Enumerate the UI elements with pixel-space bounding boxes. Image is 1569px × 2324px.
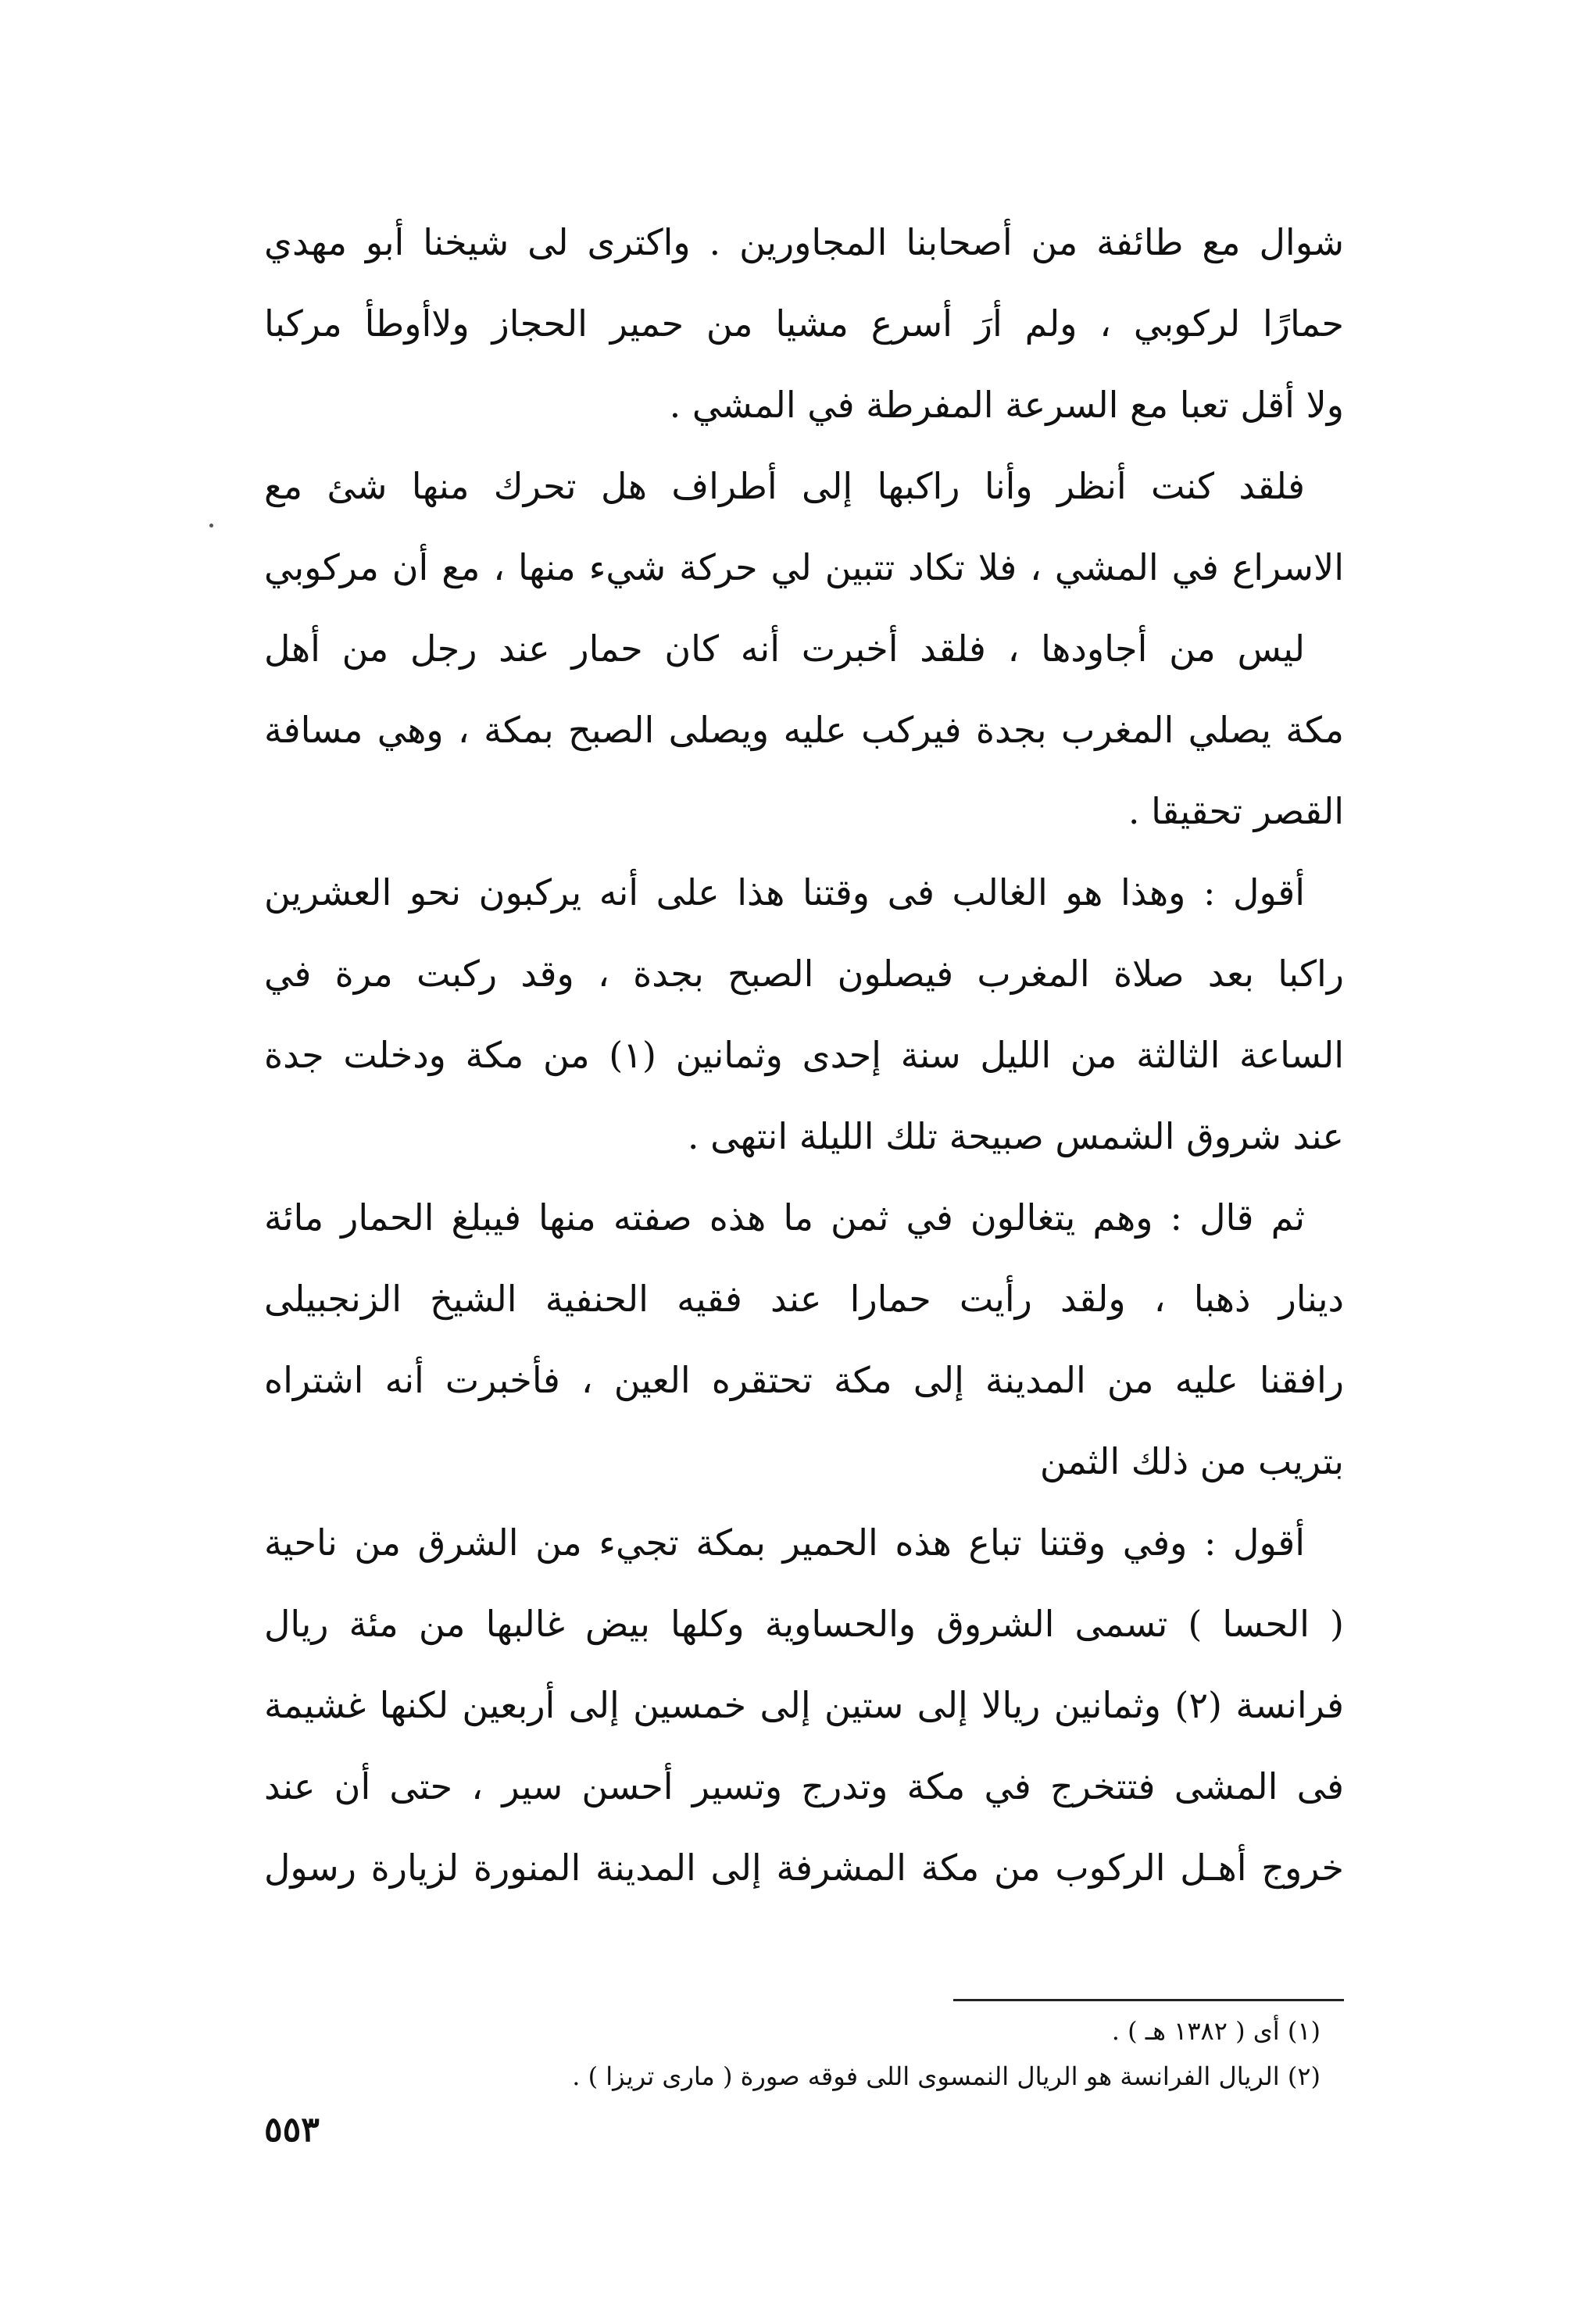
text-line: خروج أهـل الركوب من مكة المشرفة إلى المدينة المنورة لزيارة رسول xyxy=(264,1847,1344,1889)
footnote-1: (١) أى ( ١٣٨٢ هـ ) . xyxy=(1111,2016,1321,2046)
text-line: ولا أقل تعبا مع السرعة المفرطة في المشي . xyxy=(669,384,1344,426)
text-line: ثم قال : وهم يتغالون في ثمن ما هذه صفته منها فيبلغ الحمار مائة xyxy=(264,1196,1305,1239)
text-line: الاسراع في المشي ، فلا تكاد تتبين لي حركة شيء منها ، مع أن مركوبي xyxy=(264,546,1344,588)
footnote-2: (٢) الريال الفرانسة هو الريال النمسوى اللى فوقه صورة ( مارى تريزا ) . xyxy=(572,2061,1321,2091)
footnotes-block xyxy=(264,2008,1344,2099)
text-line: دينار ذهبا ، ولقد رأيت حمارا عند فقيه الحنفية الشيخ الزنجبيلى xyxy=(264,1278,1344,1320)
page-number: ٥٥٣ xyxy=(264,2110,320,2150)
main-text-block xyxy=(264,202,1344,1908)
text-line: أقول : وفي وقتنا تباع هذه الحمير بمكة تجيء من الشرق من ناحية xyxy=(264,1521,1305,1564)
text-line: عند شروق الشمس صبيحة تلك الليلة انتهى . xyxy=(687,1115,1344,1157)
text-line: القصر تحقيقا . xyxy=(1128,790,1344,832)
text-line: رافقنا عليه من المدينة إلى مكة تحتقره العين ، فأخبرت أنه اشتراه xyxy=(264,1359,1344,1401)
margin-speck xyxy=(209,524,213,527)
text-line: مكة يصلي المغرب بجدة فيركب عليه ويصلى الصبح بمكة ، وهي مسافة xyxy=(264,709,1344,751)
text-line: فلقد كنت أنظر وأنا راكبها إلى أطراف هل تحرك منها شئ مع xyxy=(264,465,1305,507)
text-line: حمارًا لركوبي ، ولم أرَ أسرع مشيا من حمير الحجاز ولاأوطأ مركبا xyxy=(264,302,1344,345)
text-line: ( الحسا ) تسمى الشروق والحساوية وكلها بيض غالبها من مئة ريال xyxy=(264,1603,1344,1645)
text-line: أقول : وهذا هو الغالب فى وقتنا هذا على أنه يركبون نحو العشرين xyxy=(264,871,1305,914)
text-line: راكبا بعد صلاة المغرب فيصلون الصبح بجدة ، وقد ركبت مرة في xyxy=(264,953,1344,995)
text-line: فرانسة (٢) وثمانين ريالا إلى ستين إلى خمسين إلى أربعين لكنها غشيمة xyxy=(264,1684,1344,1726)
text-line: الساعة الثالثة من الليل سنة إحدى وثمانين (١) من مكة ودخلت جدة xyxy=(264,1034,1344,1076)
text-line: ليس من أجاودها ، فلقد أخبرت أنه كان حمار عند رجل من أهل xyxy=(264,627,1305,670)
text-line: شوال مع طائفة من أصحابنا المجاورين . واكترى لى شيخنا أبو مهدي xyxy=(264,221,1344,263)
footnote-divider xyxy=(953,1999,1344,2001)
text-line: بتريب من ذلك الثمن xyxy=(1039,1440,1344,1482)
text-line: فى المشى فتتخرج في مكة وتدرج وتسير أحسن سير ، حتى أن عند xyxy=(264,1765,1344,1807)
